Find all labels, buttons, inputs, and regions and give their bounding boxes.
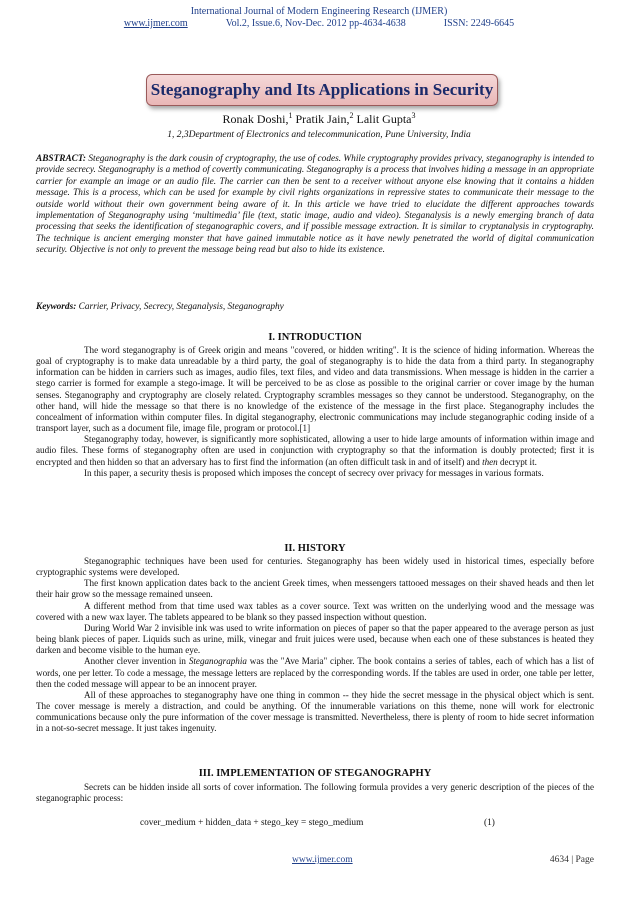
introduction-body — [36, 345, 594, 479]
journal-volume: Vol.2, Issue.6, Nov-Dec. 2012 pp-4634-4638 — [225, 18, 406, 29]
section-heading-implementation: III. IMPLEMENTATION OF STEGANOGRAPHY — [198, 768, 432, 779]
history-paragraph-5-text: Another clever invention in — [84, 656, 189, 667]
history-paragraph-2: The first known application dates back to the ancient Greek times, when messengers tattooed messages on their shaved heads and then let their hair grow so the message remained unseen. — [36, 578, 594, 600]
introduction-paragraph-2-text: Steganography today, however, is significantly more sophisticated, allowing a user to hide large amounts of information within image and audio files. These forms of steganography often are used in conjunction with cryptography so that the information is doubly protected; first it is encrypted and then hidden so that an adversary has to first find the information (an often difficult task in and of itself) and — [36, 434, 594, 467]
abstract-text: Steganography is the dark cousin of cryptography, the use of codes. While cryptography provides privacy, steganography is intended to provide secrecy. Steganography is a method of covertly communicating. Steganography is a process that involves hiding a message in an appropriate carrier for example an image or an audio file. The carrier can then be sent to a receiver without anyone else knowing that it contains a hidden message. This is a process, which can be used for example by civil rights organizations in repressive states to communicate their message to the outside world without their own government being aware of it. In this article we have tried to elucidate the different approaches towards implementation of Steganography using ‘multimedia’ file (text, static image, audio and video). Steganalysis is a newly emerging branch of data processing that seeks the identification of steganographic covers, and if possible message extraction. It is similar to cryptanalysis in cryptography. The technique is ancient emerging monster that have gained immutable notice as it have newly penetrated the world of digital communication security. Objective is not only to prevent the message being read but also to hide its existence. — [36, 154, 595, 256]
history-body — [36, 556, 594, 735]
author-list — [0, 111, 638, 127]
keywords-text: Carrier, Privacy, Secrecy, Steganalysis, Steganography — [78, 302, 284, 312]
footer-website-link[interactable]: www.ijmer.com — [292, 855, 353, 865]
author-2: Pratik Jain, — [292, 112, 350, 126]
formula-expression: cover_medium + hidden_data + stego_key = stego_medium — [140, 818, 364, 828]
section-heading-introduction: I. INTRODUCTION — [268, 332, 362, 343]
paper-title: Steganography and Its Applications in Security — [146, 74, 498, 106]
author-3-mark: 3 — [411, 111, 416, 120]
history-paragraph-1: Steganographic techniques have been used for centuries. Steganography has been widely used in historical times, especially before cryptographic systems were developed. — [36, 556, 594, 578]
implementation-body — [36, 782, 594, 804]
history-paragraph-4: During World War 2 invisible ink was used to write information on pieces of paper so that the paper appeared to the average person as just being blank pieces of paper. Liquids such as urine, milk, vinegar and fruit juices were used, because when each one of these substances is heated they darken and become visible to the human eye. — [36, 622, 594, 656]
author-3: Lalit Gupta — [353, 112, 412, 126]
journal-name: International Journal of Modern Engineering Research (IJMER) — [190, 6, 448, 17]
journal-header — [0, 6, 638, 30]
formula-number: (1) — [484, 818, 495, 828]
keywords-label: Keywords: — [36, 302, 77, 312]
introduction-paragraph-3: In this paper, a security thesis is proposed which imposes the concept of secrecy over privacy for messages in various formats. — [84, 467, 544, 478]
history-paragraph-5-end: was the "Ave Maria" cipher. The book contains a series of tables, each of which has a list of words, one per letter. To code a message, the message letters are replaced by the corresponding words. If the tables are used in order, one table per letter, then the coded message will appear to be an innocent prayer. — [36, 656, 594, 689]
introduction-emphasis: then — [482, 456, 498, 467]
section-heading-history: II. HISTORY — [284, 543, 346, 554]
introduction-paragraph-2 — [36, 434, 594, 467]
introduction-paragraph-1: The word steganography is of Greek origin and means "covered, or hidden writing". It is the science of hiding information. Whereas the goal of cryptography is to make data unreadable by a third party, the goal of steganography is to hide the data from a third party. In steganography information can be hidden in carriers such as images, audio files, text files, and video and data transmissions. When message is hidden in the carrier a stego carrier is formed for example a stego-image. It will be perceived to be as close as possible to the original carrier or cover image by the human senses. Steganography and cryptography are closely related. Cryptography scrambles messages so they cannot be understood. Steganography, on the other hand, will hide the message so that there is no knowledge of the existence of the message in the first place. Steganography includes the concealment of information within computer files. In digital steganography, electronic communications may include steganographic coding inside of a transport layer, such as a document file, image file, program or protocol.[1] — [36, 345, 594, 434]
history-paragraph-3: A different method from that time used wax tables as a cover source. Text was written on the underlying wood and the message was covered with a new wax layer. The tablets appeared to be blank so they passed inspection without question. — [36, 600, 594, 622]
keywords — [36, 302, 594, 312]
history-paragraph-5 — [36, 656, 594, 689]
implementation-paragraph-1: Secrets can be hidden inside all sorts of cover information. The following formula provides a very generic description of the pieces of the steganographic process: — [36, 782, 594, 804]
journal-website-link[interactable]: www.ijmer.com — [123, 18, 188, 29]
history-emphasis: Steganographia — [188, 656, 247, 667]
introduction-paragraph-2-end: decrypt it. — [497, 456, 537, 467]
page-number: 4634 | Page — [549, 855, 594, 865]
abstract-label: ABSTRACT: — [36, 154, 86, 164]
journal-meta — [0, 18, 638, 30]
history-paragraph-6: All of these approaches to steganography have one thing in common -- they hide the secret message in the physical object which is sent. The cover message is merely a distraction, and could be anything. Of the innumerable variations on this theme, none will work for electronic communications because only the pure information of the cover message is transmitted. Nevertheless, there is plenty of room to hide secret information in a not-so-secret message. It just takes ingenuity. — [36, 689, 594, 734]
author-2-mark: 2 — [349, 111, 354, 120]
author-1: Ronak Doshi, — [222, 112, 289, 126]
author-1-mark: 1 — [288, 111, 293, 120]
affiliation: 1, 2,3Department of Electronics and telecommunication, Pune University, India — [167, 130, 471, 140]
journal-issn: ISSN: 2249-6645 — [443, 18, 515, 29]
abstract — [36, 154, 594, 257]
